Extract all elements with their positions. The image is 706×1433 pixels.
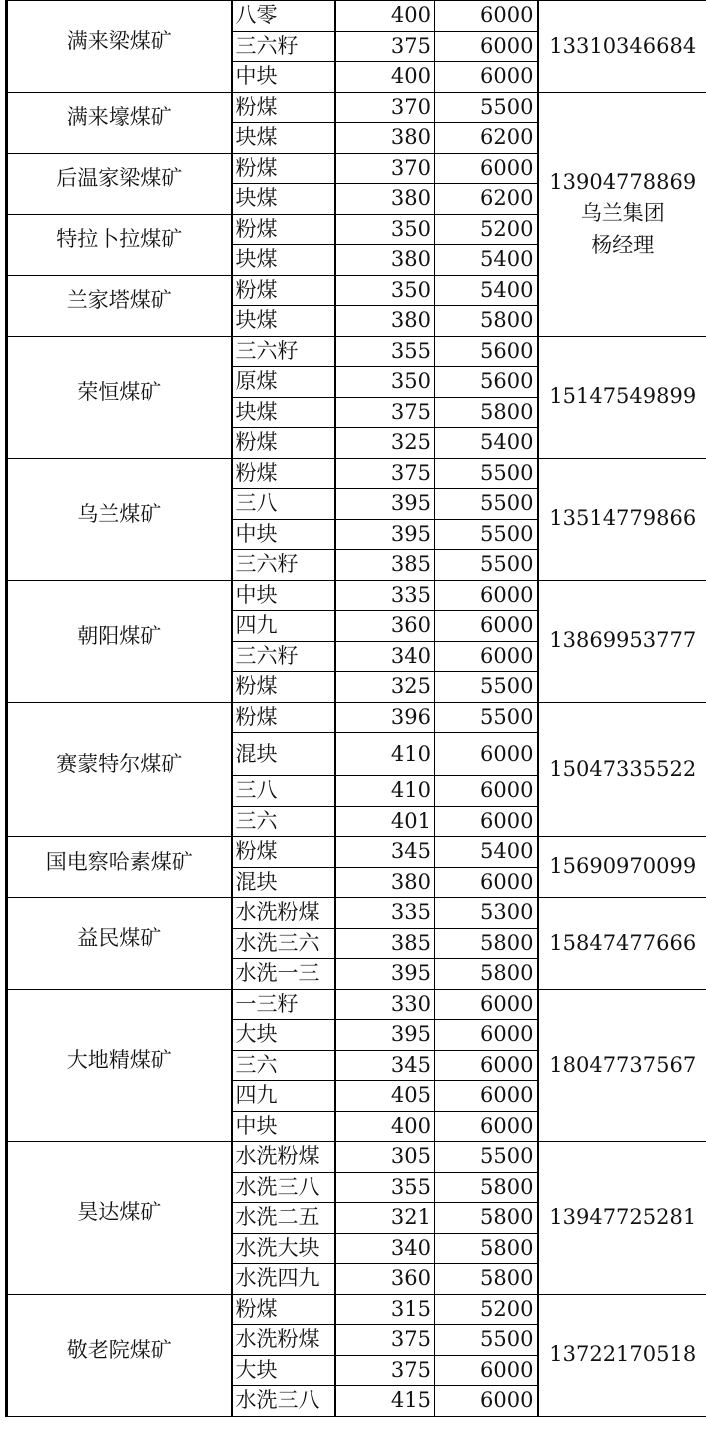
coal-type-cell: 中块 xyxy=(232,580,335,611)
heat-value-cell: 5600 xyxy=(435,367,538,398)
heat-value-cell: 6000 xyxy=(435,1,538,32)
heat-value-cell: 6000 xyxy=(435,611,538,642)
heat-value-cell: 5400 xyxy=(435,428,538,459)
contact-line: 15047335522 xyxy=(549,756,697,781)
coal-type-cell: 三六籽 xyxy=(232,641,335,672)
heat-value-cell: 5600 xyxy=(435,336,538,367)
heat-value-cell: 6000 xyxy=(435,989,538,1020)
price-cell: 380 xyxy=(335,184,435,215)
mine-name-cell: 益民煤矿 xyxy=(7,898,232,990)
coal-type-cell: 块煤 xyxy=(232,397,335,428)
coal-type-cell: 粉煤 xyxy=(232,672,335,703)
heat-value-cell: 5400 xyxy=(435,275,538,306)
heat-value-cell: 6000 xyxy=(435,62,538,93)
mine-name-cell: 朝阳煤矿 xyxy=(7,580,232,702)
heat-value-cell: 6000 xyxy=(435,776,538,807)
price-cell: 410 xyxy=(335,733,435,776)
contact-cell xyxy=(538,1142,706,1295)
price-cell: 395 xyxy=(335,489,435,520)
coal-type-cell: 三六籽 xyxy=(232,550,335,581)
coal-type-cell: 水洗一三 xyxy=(232,959,335,990)
contact-line: 13722170518 xyxy=(549,1342,697,1367)
heat-value-cell: 6000 xyxy=(435,153,538,184)
mine-name-cell: 后温家梁煤矿 xyxy=(7,153,232,214)
heat-value-cell: 5800 xyxy=(435,928,538,959)
coal-type-cell: 粉煤 xyxy=(232,275,335,306)
contact-line: 13904778869 xyxy=(549,169,697,194)
heat-value-cell: 5500 xyxy=(435,458,538,489)
heat-value-cell: 5400 xyxy=(435,245,538,276)
heat-value-cell: 5500 xyxy=(435,489,538,520)
heat-value-cell: 5400 xyxy=(435,837,538,868)
coal-type-cell: 三八 xyxy=(232,776,335,807)
price-cell: 385 xyxy=(335,928,435,959)
mine-name-cell: 大地精煤矿 xyxy=(7,989,232,1142)
coal-price-table xyxy=(5,0,706,1417)
table-row xyxy=(7,989,706,1020)
table-row xyxy=(7,458,706,489)
table-row xyxy=(7,898,706,929)
coal-type-cell: 粉煤 xyxy=(232,1294,335,1325)
coal-type-cell: 水洗粉煤 xyxy=(232,1325,335,1356)
price-cell: 375 xyxy=(335,31,435,62)
price-cell: 350 xyxy=(335,275,435,306)
mine-name-cell: 满来梁煤矿 xyxy=(7,1,232,93)
heat-value-cell: 5500 xyxy=(435,702,538,733)
contact-cell xyxy=(538,92,706,336)
contact-line: 13310346684 xyxy=(549,33,697,58)
price-cell: 375 xyxy=(335,458,435,489)
price-cell: 380 xyxy=(335,306,435,337)
price-cell: 325 xyxy=(335,672,435,703)
contact-cell xyxy=(538,702,706,837)
coal-type-cell: 块煤 xyxy=(232,184,335,215)
contact-cell xyxy=(538,1294,706,1416)
price-cell: 315 xyxy=(335,1294,435,1325)
coal-type-cell: 水洗大块 xyxy=(232,1233,335,1264)
heat-value-cell: 5800 xyxy=(435,1172,538,1203)
price-cell: 321 xyxy=(335,1203,435,1234)
heat-value-cell: 5800 xyxy=(435,306,538,337)
contact-line: 18047737567 xyxy=(549,1052,697,1077)
heat-value-cell: 5500 xyxy=(435,519,538,550)
heat-value-cell: 5500 xyxy=(435,92,538,123)
coal-type-cell: 三六 xyxy=(232,806,335,837)
price-cell: 395 xyxy=(335,519,435,550)
contact-line: 15690970099 xyxy=(549,854,697,879)
price-cell: 380 xyxy=(335,123,435,154)
coal-type-cell: 块煤 xyxy=(232,123,335,154)
price-cell: 350 xyxy=(335,214,435,245)
price-cell: 345 xyxy=(335,837,435,868)
heat-value-cell: 5800 xyxy=(435,1203,538,1234)
heat-value-cell: 6000 xyxy=(435,867,538,898)
coal-type-cell: 水洗三八 xyxy=(232,1386,335,1417)
coal-type-cell: 原煤 xyxy=(232,367,335,398)
mine-name-cell: 荣恒煤矿 xyxy=(7,336,232,458)
table-row xyxy=(7,336,706,367)
price-cell: 405 xyxy=(335,1081,435,1112)
price-cell: 400 xyxy=(335,62,435,93)
contact-line: 15147549899 xyxy=(549,384,697,409)
contact-line: 乌兰集团 xyxy=(580,201,665,226)
contact-cell xyxy=(538,580,706,702)
mine-name-cell: 国电察哈素煤矿 xyxy=(7,837,232,898)
contact-line: 13869953777 xyxy=(549,628,697,653)
contact-line: 杨经理 xyxy=(591,232,655,257)
coal-type-cell: 块煤 xyxy=(232,245,335,276)
heat-value-cell: 6000 xyxy=(435,31,538,62)
heat-value-cell: 5500 xyxy=(435,672,538,703)
price-cell: 360 xyxy=(335,611,435,642)
price-cell: 380 xyxy=(335,867,435,898)
heat-value-cell: 5200 xyxy=(435,214,538,245)
heat-value-cell: 5300 xyxy=(435,898,538,929)
coal-type-cell: 混块 xyxy=(232,733,335,776)
contact-cell xyxy=(538,898,706,990)
heat-value-cell: 6000 xyxy=(435,1081,538,1112)
coal-type-cell: 水洗粉煤 xyxy=(232,1142,335,1173)
coal-type-cell: 八零 xyxy=(232,1,335,32)
coal-type-cell: 中块 xyxy=(232,519,335,550)
coal-type-cell: 混块 xyxy=(232,867,335,898)
price-cell: 375 xyxy=(335,397,435,428)
mine-name-cell: 满来壕煤矿 xyxy=(7,92,232,153)
heat-value-cell: 5200 xyxy=(435,1294,538,1325)
price-cell: 415 xyxy=(335,1386,435,1417)
coal-type-cell: 四九 xyxy=(232,1081,335,1112)
coal-type-cell: 粉煤 xyxy=(232,458,335,489)
heat-value-cell: 6200 xyxy=(435,184,538,215)
price-cell: 375 xyxy=(335,1325,435,1356)
contact-line: 15847477666 xyxy=(549,930,697,955)
coal-type-cell: 粉煤 xyxy=(232,153,335,184)
heat-value-cell: 6000 xyxy=(435,1111,538,1142)
coal-type-cell: 粉煤 xyxy=(232,214,335,245)
heat-value-cell: 6000 xyxy=(435,641,538,672)
price-cell: 380 xyxy=(335,245,435,276)
coal-type-cell: 一三籽 xyxy=(232,989,335,1020)
table-row xyxy=(7,837,706,868)
price-cell: 355 xyxy=(335,336,435,367)
heat-value-cell: 5500 xyxy=(435,550,538,581)
price-cell: 401 xyxy=(335,806,435,837)
price-cell: 340 xyxy=(335,1233,435,1264)
coal-type-cell: 三六 xyxy=(232,1050,335,1081)
coal-type-cell: 大块 xyxy=(232,1355,335,1386)
price-cell: 395 xyxy=(335,959,435,990)
price-cell: 360 xyxy=(335,1264,435,1295)
heat-value-cell: 6000 xyxy=(435,1386,538,1417)
table-row xyxy=(7,1294,706,1325)
coal-type-cell: 大块 xyxy=(232,1020,335,1051)
price-cell: 370 xyxy=(335,92,435,123)
contact-line: 13514779866 xyxy=(549,506,697,531)
price-cell: 340 xyxy=(335,641,435,672)
price-cell: 395 xyxy=(335,1020,435,1051)
price-cell: 410 xyxy=(335,776,435,807)
contact-cell xyxy=(538,1,706,93)
heat-value-cell: 5500 xyxy=(435,1325,538,1356)
price-cell: 385 xyxy=(335,550,435,581)
coal-type-cell: 水洗二五 xyxy=(232,1203,335,1234)
table-row xyxy=(7,580,706,611)
coal-type-cell: 水洗粉煤 xyxy=(232,898,335,929)
price-cell: 375 xyxy=(335,1355,435,1386)
price-cell: 350 xyxy=(335,367,435,398)
coal-type-cell: 块煤 xyxy=(232,306,335,337)
contact-line: 13947725281 xyxy=(549,1205,697,1229)
coal-type-cell: 三六籽 xyxy=(232,31,335,62)
heat-value-cell: 5500 xyxy=(435,1142,538,1173)
table-row xyxy=(7,1142,706,1173)
coal-type-cell: 水洗三八 xyxy=(232,1172,335,1203)
mine-name-cell: 特拉卜拉煤矿 xyxy=(7,214,232,275)
price-cell: 335 xyxy=(335,898,435,929)
coal-type-cell: 粉煤 xyxy=(232,702,335,733)
mine-name-cell: 兰家塔煤矿 xyxy=(7,275,232,336)
price-cell: 330 xyxy=(335,989,435,1020)
contact-cell xyxy=(538,837,706,898)
coal-type-cell: 水洗四九 xyxy=(232,1264,335,1295)
price-cell: 355 xyxy=(335,1172,435,1203)
price-cell: 400 xyxy=(335,1111,435,1142)
coal-type-cell: 四九 xyxy=(232,611,335,642)
mine-name-cell: 赛蒙特尔煤矿 xyxy=(7,702,232,837)
heat-value-cell: 6200 xyxy=(435,123,538,154)
coal-type-cell: 粉煤 xyxy=(232,92,335,123)
contact-cell xyxy=(538,458,706,580)
price-cell: 305 xyxy=(335,1142,435,1173)
mine-name-cell: 敬老院煤矿 xyxy=(7,1294,232,1416)
price-cell: 400 xyxy=(335,1,435,32)
table-row xyxy=(7,92,706,123)
heat-value-cell: 5800 xyxy=(435,959,538,990)
table-row xyxy=(7,702,706,733)
heat-value-cell: 6000 xyxy=(435,1020,538,1051)
coal-type-cell: 三八 xyxy=(232,489,335,520)
contact-cell xyxy=(538,989,706,1142)
price-cell: 325 xyxy=(335,428,435,459)
coal-type-cell: 粉煤 xyxy=(232,837,335,868)
heat-value-cell: 5800 xyxy=(435,1233,538,1264)
coal-type-cell: 中块 xyxy=(232,1111,335,1142)
price-cell: 396 xyxy=(335,702,435,733)
coal-type-cell: 三六籽 xyxy=(232,336,335,367)
mine-name-cell: 乌兰煤矿 xyxy=(7,458,232,580)
mine-name-cell: 昊达煤矿 xyxy=(7,1142,232,1295)
price-cell: 345 xyxy=(335,1050,435,1081)
coal-type-cell: 粉煤 xyxy=(232,428,335,459)
heat-value-cell: 6000 xyxy=(435,1355,538,1386)
price-cell: 335 xyxy=(335,580,435,611)
heat-value-cell: 6000 xyxy=(435,806,538,837)
coal-type-cell: 水洗三六 xyxy=(232,928,335,959)
table-row xyxy=(7,1,706,32)
coal-type-cell: 中块 xyxy=(232,62,335,93)
price-cell: 370 xyxy=(335,153,435,184)
contact-cell xyxy=(538,336,706,458)
heat-value-cell: 6000 xyxy=(435,580,538,611)
heat-value-cell: 6000 xyxy=(435,733,538,776)
heat-value-cell: 5800 xyxy=(435,397,538,428)
heat-value-cell: 5800 xyxy=(435,1264,538,1295)
heat-value-cell: 6000 xyxy=(435,1050,538,1081)
